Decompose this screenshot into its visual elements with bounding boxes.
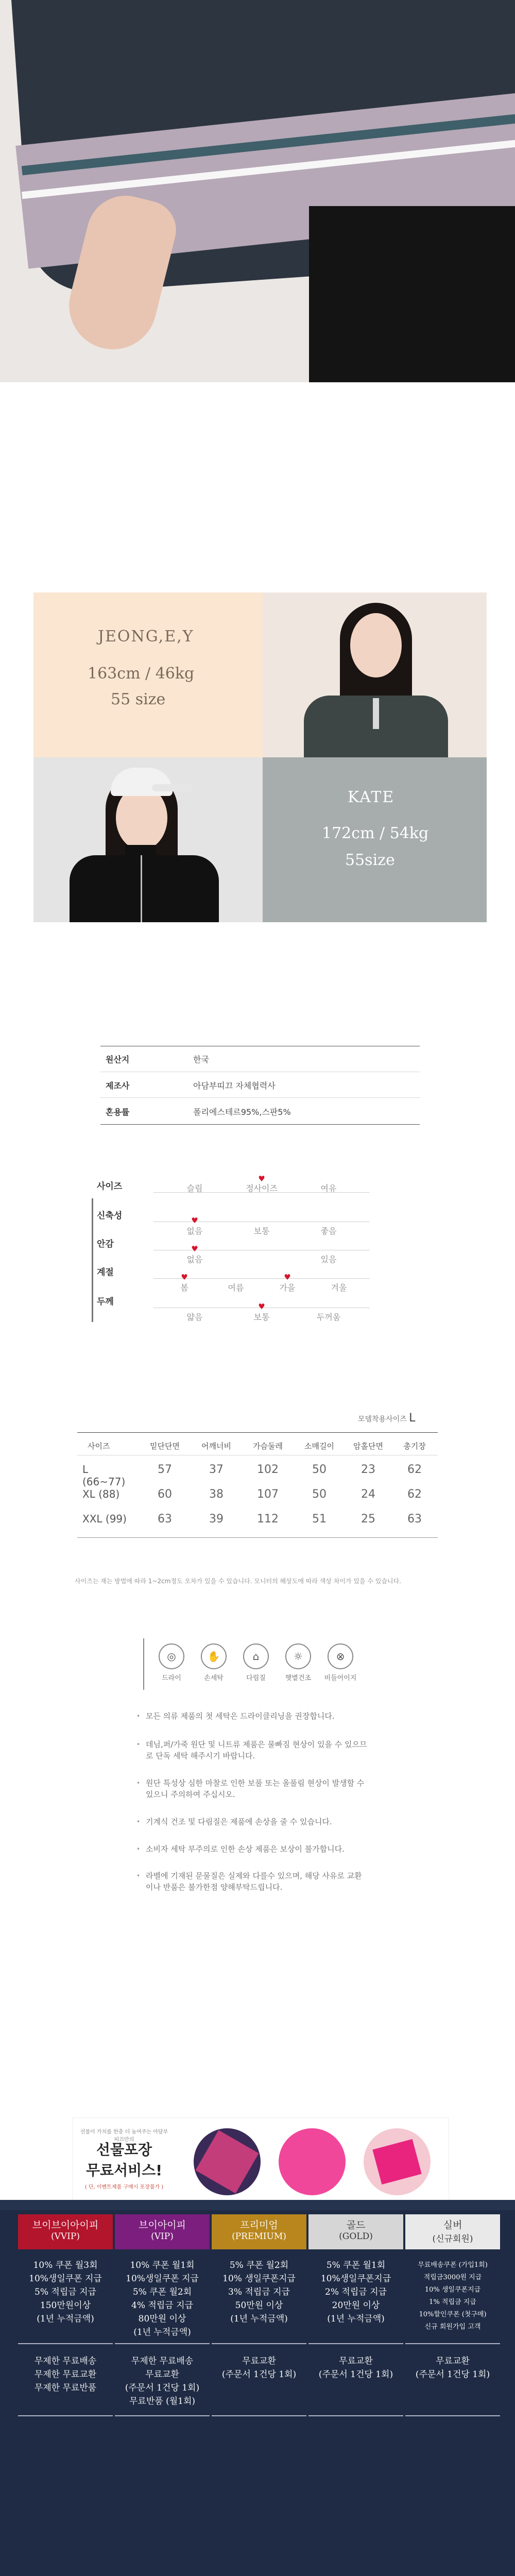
tier-extra: 무제한 무료배송: [131, 2356, 194, 2366]
care-icons: [143, 1638, 375, 1690]
scale-title: 신축성: [97, 1211, 123, 1221]
table-cell: 24: [361, 1488, 375, 1501]
gift-photo-3: [364, 2128, 431, 2195]
care-note: 소비자 세탁 부주의로 인한 손상 제품은 보상이 불가합니다.: [146, 1844, 345, 1854]
selected-heart-icon: ♥: [191, 1244, 198, 1253]
tier-benefit: (1년 누적금액): [133, 2327, 191, 2337]
tier-benefit: 80만원 이상: [138, 2314, 186, 2324]
tier-separator: [212, 2415, 306, 2416]
tier-benefit: 5% 적립금 지급: [35, 2287, 96, 2297]
note-bullet: •: [136, 1845, 141, 1853]
tier-benefit: 10% 쿠폰 월1회: [130, 2260, 195, 2270]
tier-name: 브이브이아이피: [32, 2219, 99, 2231]
hand-wash-icon: ✋: [201, 1643, 227, 1669]
info-value: 한국: [193, 1055, 209, 1064]
model-photo-1: [263, 592, 487, 757]
column-header: 암홀단면: [353, 1442, 383, 1451]
column-header: 어깨너비: [201, 1442, 231, 1451]
product-hero-photo: [0, 0, 515, 382]
note-bullet: •: [136, 1713, 141, 1720]
model-photo-2: [33, 757, 263, 922]
table-cell: 23: [361, 1463, 375, 1476]
selected-heart-icon: ♥: [181, 1273, 188, 1282]
selected-heart-icon: ♥: [258, 1174, 265, 1183]
info-label: 제조사: [106, 1081, 130, 1091]
scale-title: 사이즈: [97, 1181, 123, 1192]
care-notes: [136, 1710, 373, 2071]
tier-benefit: 10%할인쿠폰 (첫구매): [419, 2311, 487, 2318]
model-size: 55 size: [111, 690, 166, 708]
care-label: 드라이: [162, 1674, 181, 1682]
scale-option: 없음: [186, 1255, 203, 1264]
tier-benefit: 5% 쿠폰 월1회: [326, 2260, 386, 2270]
column-header: 소매길이: [304, 1442, 334, 1451]
model-card-2: [33, 757, 487, 922]
model-spec: 163cm / 46kg: [88, 665, 195, 683]
table-cell: 39: [209, 1513, 224, 1526]
scale-option: 두꺼움: [316, 1312, 341, 1322]
gift-note: ( 단, 이벤트제품 구매시 포장불가 ): [84, 2184, 164, 2190]
scale-option: 좋음: [320, 1226, 337, 1236]
info-value: 폴리에스테르95%,스판5%: [193, 1107, 291, 1117]
care-note: 원단 특성상 심한 마찰로 인한 보풀 또는 올풀림 현상이 발생할 수 있으니 주의하여 주십시오.: [146, 1778, 365, 1799]
gift-photo-2: [279, 2128, 346, 2195]
table-cell: 50: [312, 1488, 327, 1501]
tier-name-en: (VVIP): [51, 2231, 80, 2242]
scale-option: 보통: [253, 1226, 270, 1236]
info-label: 원산지: [106, 1055, 130, 1064]
table-cell: 112: [257, 1513, 279, 1526]
tier-separator: [212, 2343, 306, 2344]
table-cell: 62: [407, 1463, 422, 1476]
column-header: 사이즈: [88, 1442, 110, 1451]
scale-option: 여름: [228, 1283, 244, 1293]
scale-rows: [92, 1175, 421, 1334]
caption-text: 모델착용사이즈: [358, 1415, 407, 1423]
table-cell: 62: [407, 1488, 422, 1501]
table-cell: 57: [158, 1463, 172, 1476]
tier-name: 실버: [443, 2219, 462, 2231]
tier-header: [115, 2214, 210, 2249]
model-size-caption: [358, 1412, 415, 1425]
tier-benefit: 1% 적립금 지급: [429, 2298, 476, 2306]
note-bullet: •: [136, 1780, 141, 1787]
model-size: 55size: [345, 851, 395, 869]
care-label: 손세탁: [204, 1674, 224, 1682]
tier-extra: 무제한 무료반품: [34, 2383, 97, 2393]
care-label: 비들어이지: [324, 1674, 357, 1682]
scale-option: 가을: [279, 1283, 296, 1293]
model-card-1: [33, 592, 487, 757]
tier-benefit: (1년 누적금액): [230, 2314, 288, 2324]
tier-benefit: 10%생일쿠폰지급: [320, 2274, 391, 2284]
row-label: L (66~77): [82, 1463, 126, 1488]
row-label: XXL (99): [82, 1513, 127, 1525]
tier-extra: 무료교환: [436, 2356, 470, 2366]
tier-benefit: 150만원이상: [40, 2300, 91, 2311]
gift-photo-1: [194, 2128, 261, 2195]
care-label: 햇볕건조: [285, 1674, 312, 1682]
care-note: 모든 의류 제품의 첫 세탁은 드라이클리닝을 권장합니다.: [146, 1711, 335, 1721]
care-note: 라벨에 기재된 문물질은 실제와 다를수 있으며, 해당 사유로 교환이나 반품은 불가한점 양해부탁드립니다.: [146, 1871, 362, 1892]
tier-header: [308, 2214, 403, 2249]
scale-option: 슬림: [186, 1183, 203, 1193]
tier-separator: [308, 2415, 403, 2416]
selected-heart-icon: ♥: [258, 1302, 265, 1311]
tier-benefit: 신규 회원가입 고객: [424, 2323, 481, 2331]
tier-benefit: 무료배송쿠폰 (가입1회): [418, 2261, 488, 2269]
table-cell: 107: [257, 1488, 279, 1501]
tier-name-en: (GOLD): [339, 2231, 373, 2242]
table-cell: 50: [312, 1463, 327, 1476]
tier-extra: (주문서 1건당 1회): [318, 2369, 393, 2380]
scale-title: 두께: [97, 1297, 114, 1307]
tier-separator: [115, 2343, 210, 2344]
selected-heart-icon: ♥: [191, 1216, 198, 1225]
scale-title: 안감: [97, 1239, 114, 1249]
tier-extra: (주문서 1건당 1회): [415, 2369, 490, 2380]
tier-extra: 무료교환: [242, 2356, 276, 2366]
column-header: 가슴둘레: [253, 1442, 283, 1451]
tier-separator: [115, 2415, 210, 2416]
model-spec: 172cm / 54kg: [322, 824, 429, 842]
tier-separator: [308, 2343, 403, 2344]
model-name: JEONG,E,Y: [98, 628, 194, 646]
fit-scale-chart: [92, 1175, 421, 1334]
shade-dry-icon: ☼: [285, 1643, 311, 1669]
tier-benefit: 50만원 이상: [235, 2300, 283, 2311]
membership-tiers: [0, 2200, 515, 2576]
tier-separator: [405, 2415, 500, 2416]
model-name: KATE: [348, 788, 395, 806]
tier-header: [18, 2214, 113, 2249]
row-label: XL (88): [82, 1488, 120, 1500]
tier-extra: (주문서 1건당 1회): [221, 2369, 297, 2380]
tier-separator: [18, 2415, 113, 2416]
tier-name-en: (VIP): [151, 2231, 174, 2242]
note-bullet: •: [136, 1872, 141, 1879]
tier-extra: 무제한 무료배송: [34, 2356, 97, 2366]
size-table-header: [77, 1437, 438, 1453]
tier-extra: 무료교환: [145, 2369, 179, 2380]
info-label: 혼용률: [106, 1107, 130, 1117]
tier-benefit: 5% 쿠폰 월2회: [229, 2260, 289, 2270]
table-bottom-border: [77, 1537, 438, 1538]
table-top-border: [77, 1432, 438, 1433]
scale-option: 겨울: [331, 1283, 347, 1293]
column-header: 총기장: [403, 1442, 426, 1451]
tier-benefit: 10%생일쿠폰 지급: [29, 2274, 102, 2284]
tier-name-en: (신규회원): [432, 2234, 473, 2244]
tier-benefit: 5% 쿠폰 월2회: [132, 2287, 192, 2297]
table-cell: 25: [361, 1513, 375, 1526]
tier-benefit: 10% 생일쿠폰지급: [424, 2286, 481, 2294]
iron-icon: ⌂: [243, 1643, 269, 1669]
size-footnote: 사이즈는 재는 방법에 따라 1~2cm정도 오차가 있을 수 있습니다. 모니터의 해상도에 따라 색상 차이가 있을 수 있습니다.: [75, 1578, 401, 1585]
table-cell: 38: [209, 1488, 224, 1501]
info-value: 아담부띠끄 자체협력사: [193, 1081, 276, 1091]
tier-separator: [405, 2343, 500, 2344]
scale-option: 봄: [180, 1283, 188, 1293]
tier-extra: 무료교환: [339, 2356, 373, 2366]
tier-benefit: 2% 적립금 지급: [325, 2287, 387, 2297]
care-bar: [143, 1638, 144, 1690]
table-bottom-border: [100, 1124, 420, 1125]
tier-benefit: 10% 쿠폰 월3회: [33, 2260, 98, 2270]
scale-option: 있음: [320, 1255, 337, 1264]
tier-header: [405, 2214, 500, 2249]
tier-benefit: 적립금3000원 지급: [423, 2274, 482, 2281]
tier-benefit: (1년 누적금액): [37, 2314, 94, 2324]
tier-benefit: 10% 생일쿠폰지급: [222, 2274, 296, 2284]
care-note: 기계식 건조 및 다림질은 제품에 손상을 줄 수 있습니다.: [146, 1817, 332, 1826]
tier-benefit: (1년 누적금액): [327, 2314, 385, 2324]
care-row: [148, 1643, 375, 1690]
table-cell: 37: [209, 1463, 224, 1476]
tier-extra: (주문서 1건당 1회): [125, 2383, 200, 2393]
note-bullet: •: [136, 1818, 141, 1825]
dry-clean-icon: ◎: [159, 1643, 184, 1669]
table-cell: 60: [158, 1488, 172, 1501]
tier-name: 프리미엄: [240, 2219, 278, 2231]
row-divider: [100, 1097, 420, 1098]
scale-option: 정사이즈: [246, 1183, 278, 1193]
scale-option: 없음: [186, 1226, 203, 1236]
tier-extra: 무료반품 (월1회): [129, 2396, 196, 2406]
tier-benefit: 10%생일쿠폰 지급: [126, 2274, 199, 2284]
size-table-body: [77, 1458, 438, 1535]
tier-name-en: (PREMIUM): [232, 2231, 286, 2242]
table-cell: 63: [407, 1513, 422, 1526]
tier-columns: [18, 2214, 512, 2575]
table-cell: 102: [257, 1463, 279, 1476]
gift-title-2: 무료서비스!: [85, 2162, 162, 2179]
tier-name: 골드: [346, 2219, 366, 2231]
gift-subtitle: 선물이 가치를 한층 더 높여주는 아담부띠끄만의: [80, 2129, 168, 2143]
tier-name: 브이아이피: [139, 2219, 186, 2231]
tier-benefit: 4% 적립금 지급: [131, 2300, 193, 2311]
table-cell: 51: [312, 1513, 327, 1526]
caption-size: L: [409, 1412, 416, 1425]
tier-header: [212, 2214, 306, 2249]
scale-title: 계절: [97, 1267, 114, 1278]
table-cell: 63: [158, 1513, 172, 1526]
note-bullet: •: [136, 1741, 141, 1748]
no-bleach-icon: ⊗: [328, 1643, 353, 1669]
column-header: 밑단단면: [150, 1442, 180, 1451]
gift-title-1: 선물포장: [96, 2141, 152, 2158]
model-pants: [309, 206, 515, 382]
care-label: 다림질: [246, 1674, 266, 1682]
scale-option: 보통: [253, 1312, 270, 1322]
tier-extra: 무제한 무료교환: [34, 2369, 97, 2380]
scale-option: 여유: [320, 1183, 337, 1193]
tier-benefit: 20만원 이상: [332, 2300, 380, 2311]
tier-separator: [18, 2343, 113, 2344]
tier-benefit: 3% 적립금 지급: [228, 2287, 290, 2297]
care-note: 데님,퍼/가죽 원단 및 니트류 제품은 물빠짐 현상이 있을 수 있으므로 단독 세탁 해주시기 바랍니다.: [146, 1740, 367, 1760]
scale-option: 얇음: [186, 1312, 203, 1322]
selected-heart-icon: ♥: [284, 1273, 291, 1282]
